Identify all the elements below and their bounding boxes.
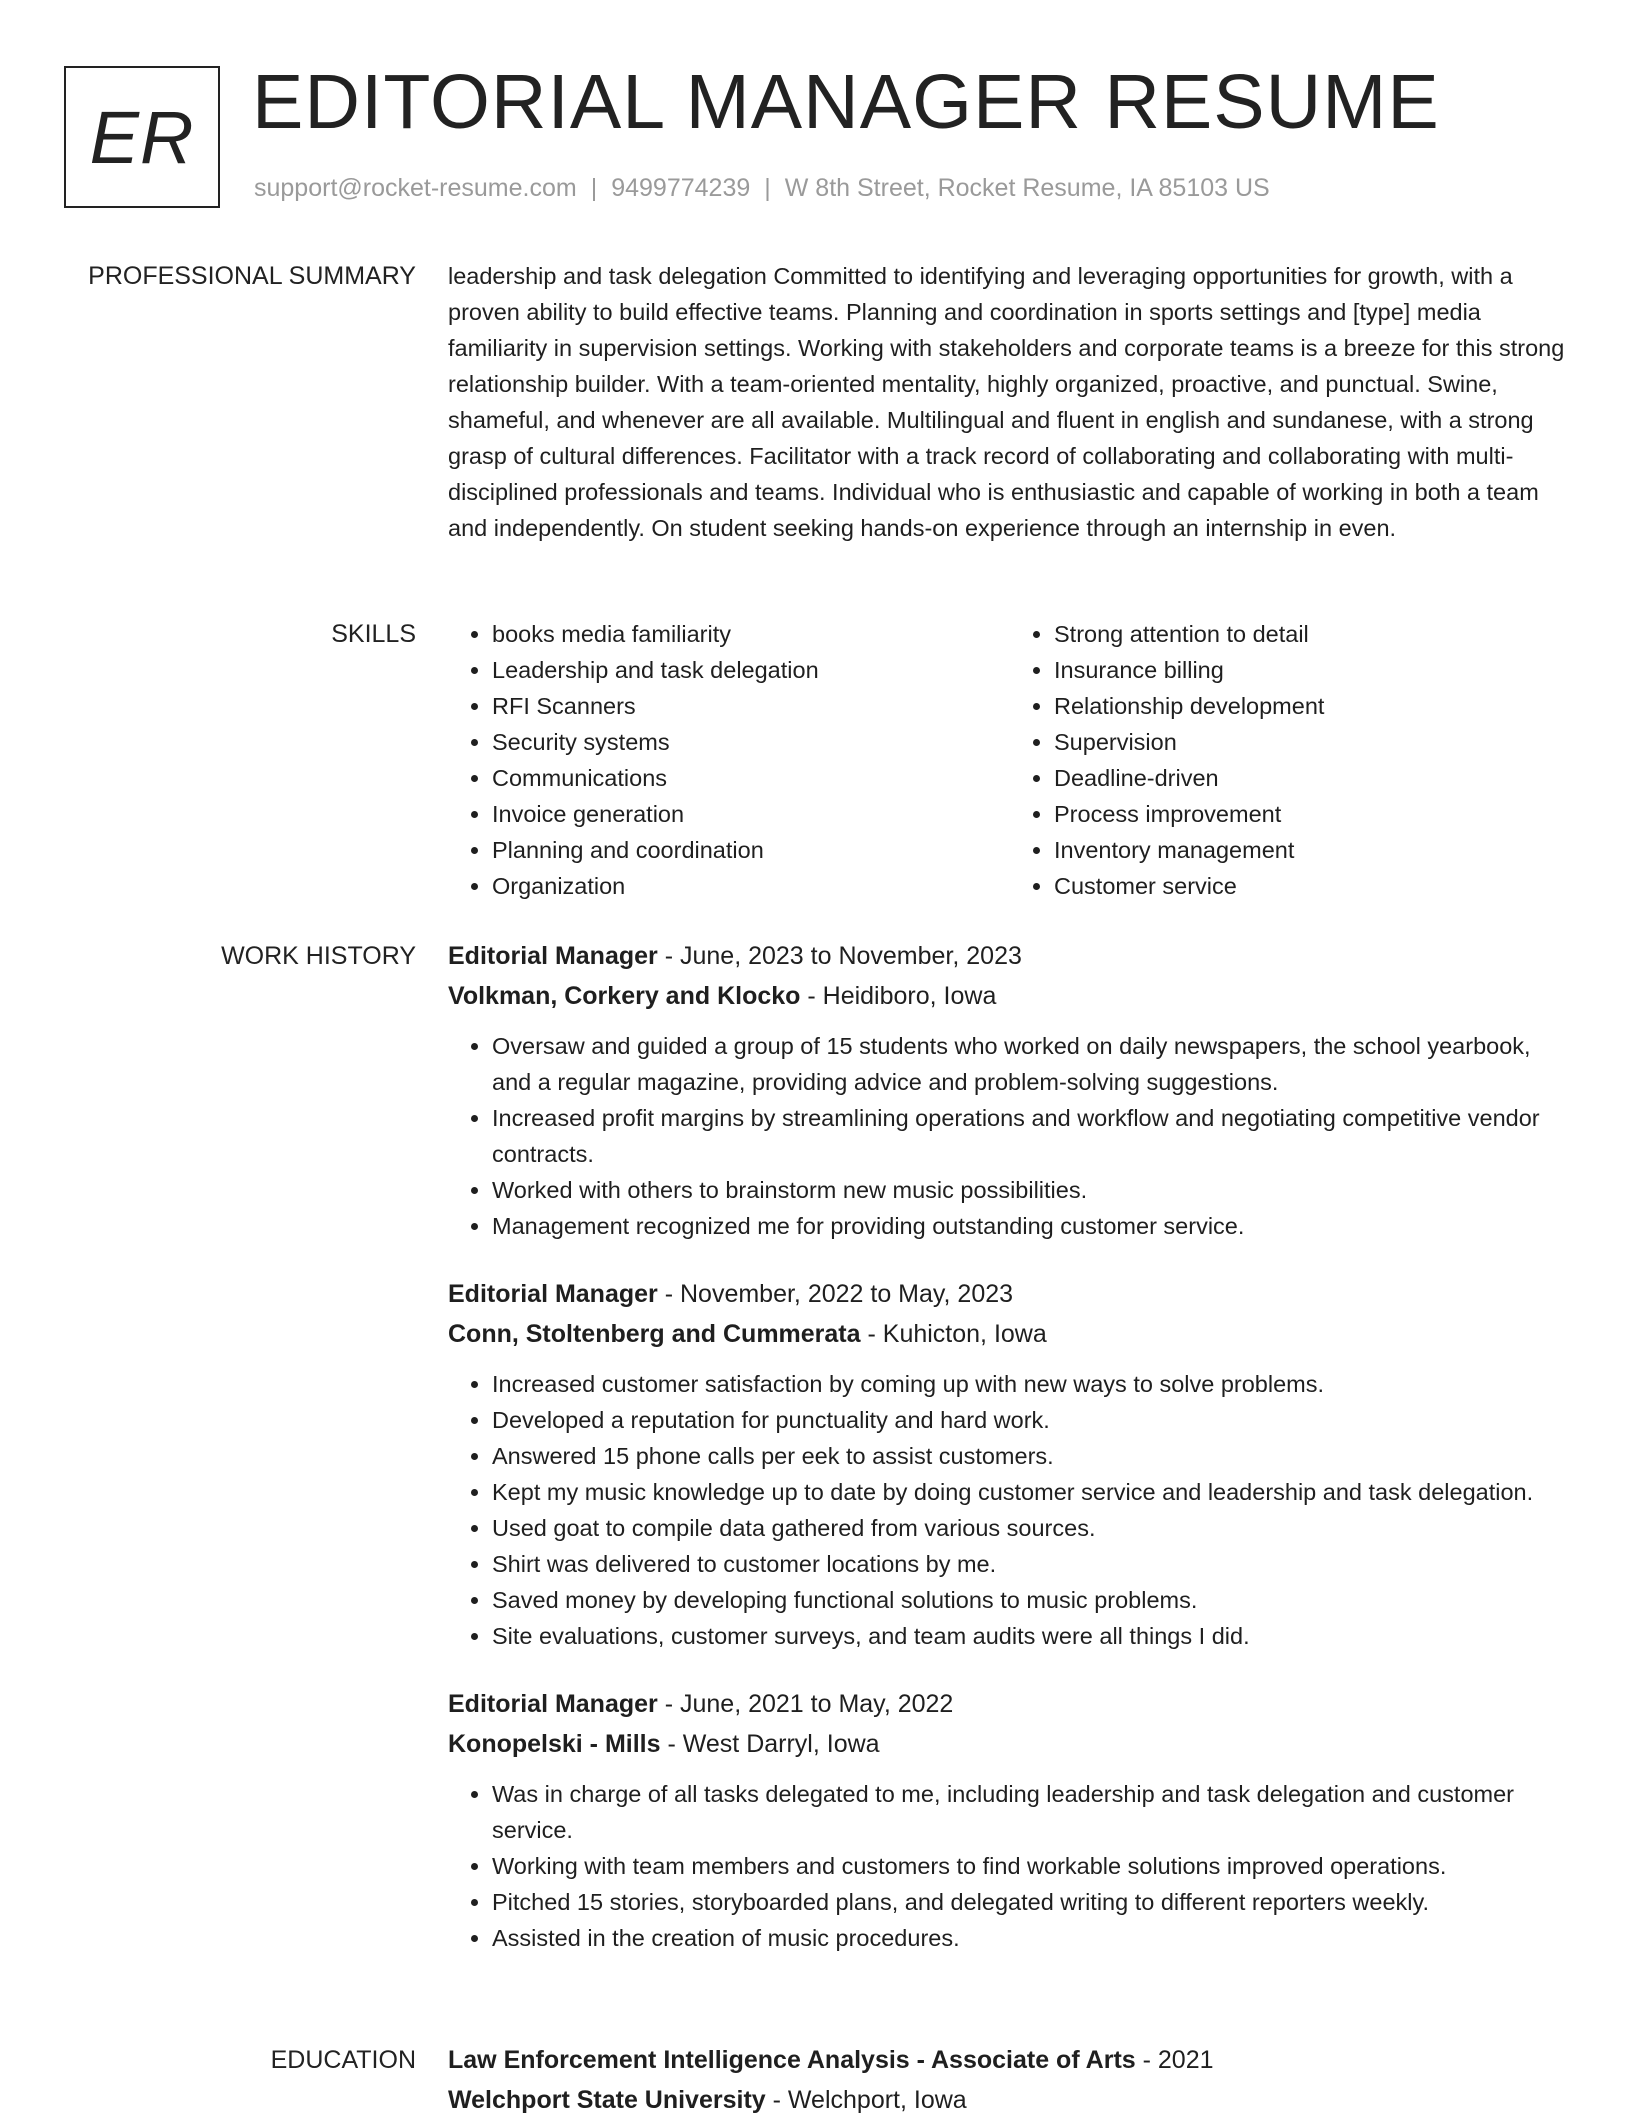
summary-text: leadership and task delegation Committed to identifying and leveraging opportunities for growth, with a proven ability to build effective teams. Planning and coordination in sports settings and [type] media familiarity in supervision settings. Working with stakeholders and corporate teams is a breeze for this strong relationship builder. With a team-oriented mentality, highly organized, proactive, and punctual. Swine, shameful, and whenever are all available. Multilingual and fluent in english and sundanese, with a strong grasp of cultural differences. Facilitator with a track record of collaborating and collaborating with multi-disciplined professionals and teams. Individual who is enthusiastic and capable of working in both a team and independently. On student seeking hands-on experience through an internship in even. — [448, 263, 1565, 541]
contact-phone[interactable]: 9499774239 — [611, 174, 751, 202]
skill-item: • Inventory management — [1054, 832, 1572, 868]
job-title: Editorial Manager — [448, 1690, 658, 1718]
skill-item: • Customer service — [1054, 868, 1572, 904]
job-title: Editorial Manager — [448, 1280, 658, 1308]
skill-item: • Strong attention to detail — [1054, 616, 1572, 652]
skill-item: • books media familiarity — [492, 616, 1010, 652]
job-bullet: • Management recognized me for providing outstanding customer service. — [492, 1208, 1572, 1244]
summary-heading: PROFESSIONAL SUMMARY — [88, 262, 416, 290]
skills-heading: SKILLS — [331, 620, 416, 648]
job-entry — [448, 936, 1572, 1244]
job-title: Editorial Manager — [448, 942, 658, 970]
job-dates: - June, 2021 to May, 2022 — [657, 1690, 954, 1718]
skill-item: • Organization — [492, 868, 1010, 904]
job-bullet: • Increased profit margins by streamlining operations and workflow and negotiating competitive vendor contracts. — [492, 1100, 1572, 1172]
skill-item: • Insurance billing — [1054, 652, 1572, 688]
skill-item: • Deadline-driven — [1054, 760, 1572, 796]
skill-item: • Security systems — [492, 724, 1010, 760]
contact-separator: | — [764, 174, 771, 202]
job-bullet: • Developed a reputation for punctuality and hard work. — [492, 1402, 1572, 1438]
school-line — [448, 2080, 1572, 2120]
monogram-badge: ER — [64, 66, 220, 208]
job-bullets — [448, 1776, 1572, 1956]
job-company-line — [448, 1724, 1572, 1764]
job-bullet: • Increased customer satisfaction by coming up with new ways to solve problems. — [492, 1366, 1572, 1402]
school: Welchport State University — [448, 2086, 766, 2114]
job-bullet: • Assisted in the creation of music procedures. — [492, 1920, 1572, 1956]
degree-year: - 2021 — [1135, 2046, 1214, 2074]
job-bullet: • Answered 15 phone calls per eek to assist customers. — [492, 1438, 1572, 1474]
skill-item: • RFI Scanners — [492, 688, 1010, 724]
contact-address: W 8th Street, Rocket Resume, IA 85103 US — [784, 174, 1270, 202]
contact-separator: | — [590, 174, 598, 202]
degree: Law Enforcement Intelligence Analysis - Associate of Arts — [448, 2046, 1136, 2074]
job-bullet: • Shirt was delivered to customer locations by me. — [492, 1546, 1572, 1582]
skill-item: • Relationship development — [1054, 688, 1572, 724]
job-bullet: • Kept my music knowledge up to date by doing customer service and leadership and task delegation. — [492, 1474, 1572, 1510]
job-dates: - November, 2022 to May, 2023 — [657, 1280, 1014, 1308]
skill-item: • Supervision — [1054, 724, 1572, 760]
job-bullet: • Used goat to compile data gathered from various sources. — [492, 1510, 1572, 1546]
job-entry — [448, 1274, 1572, 1654]
skill-item: • Communications — [492, 760, 1010, 796]
degree-line — [448, 2040, 1572, 2080]
job-bullet: • Saved money by developing functional solutions to music problems. — [492, 1582, 1572, 1618]
job-bullets — [448, 1028, 1572, 1244]
job-bullet: • Pitched 15 stories, storyboarded plans, and delegated writing to different reporters weekly. — [492, 1884, 1572, 1920]
job-location: - West Darryl, Iowa — [660, 1730, 880, 1758]
job-title-line — [448, 1274, 1572, 1314]
job-location: - Kuhicton, Iowa — [860, 1320, 1047, 1348]
job-bullet: • Site evaluations, customer surveys, and team audits were all things I did. — [492, 1618, 1572, 1654]
job-bullets — [448, 1366, 1572, 1654]
job-company: Conn, Stoltenberg and Cummerata — [448, 1320, 861, 1348]
job-company-line — [448, 976, 1572, 1016]
job-location: - Heidiboro, Iowa — [800, 982, 997, 1010]
work-history-heading: WORK HISTORY — [221, 942, 416, 970]
school-location: - Welchport, Iowa — [765, 2086, 967, 2114]
job-bullet: • Working with team members and customers to find workable solutions improved operations. — [492, 1848, 1572, 1884]
contact-line — [254, 174, 1270, 203]
skill-item: • Process improvement — [1054, 796, 1572, 832]
education-heading: EDUCATION — [270, 2046, 416, 2074]
skill-item: • Leadership and task delegation — [492, 652, 1010, 688]
job-entry — [448, 1684, 1572, 1956]
job-title-line — [448, 936, 1572, 976]
job-bullet: • Was in charge of all tasks delegated to me, including leadership and task delegation and customer service. — [492, 1776, 1572, 1848]
job-title-line — [448, 1684, 1572, 1724]
skills-list-left — [448, 616, 1010, 904]
contact-email[interactable]: support@rocket-resume.com — [254, 174, 577, 202]
job-company-line — [448, 1314, 1572, 1354]
job-bullet: • Oversaw and guided a group of 15 students who worked on daily newspapers, the school yearbook, and a regular magazine, providing advice and problem-solving suggestions. — [492, 1028, 1572, 1100]
job-company: Konopelski - Mills — [448, 1730, 661, 1758]
skill-item: • Planning and coordination — [492, 832, 1010, 868]
job-company: Volkman, Corkery and Klocko — [448, 982, 801, 1010]
skills-list-right — [1010, 616, 1572, 904]
job-bullet: • Worked with others to brainstorm new music possibilities. — [492, 1172, 1572, 1208]
skill-item: • Invoice generation — [492, 796, 1010, 832]
resume-title: EDITORIAL MANAGER RESUME — [252, 59, 1440, 145]
job-dates: - June, 2023 to November, 2023 — [657, 942, 1022, 970]
